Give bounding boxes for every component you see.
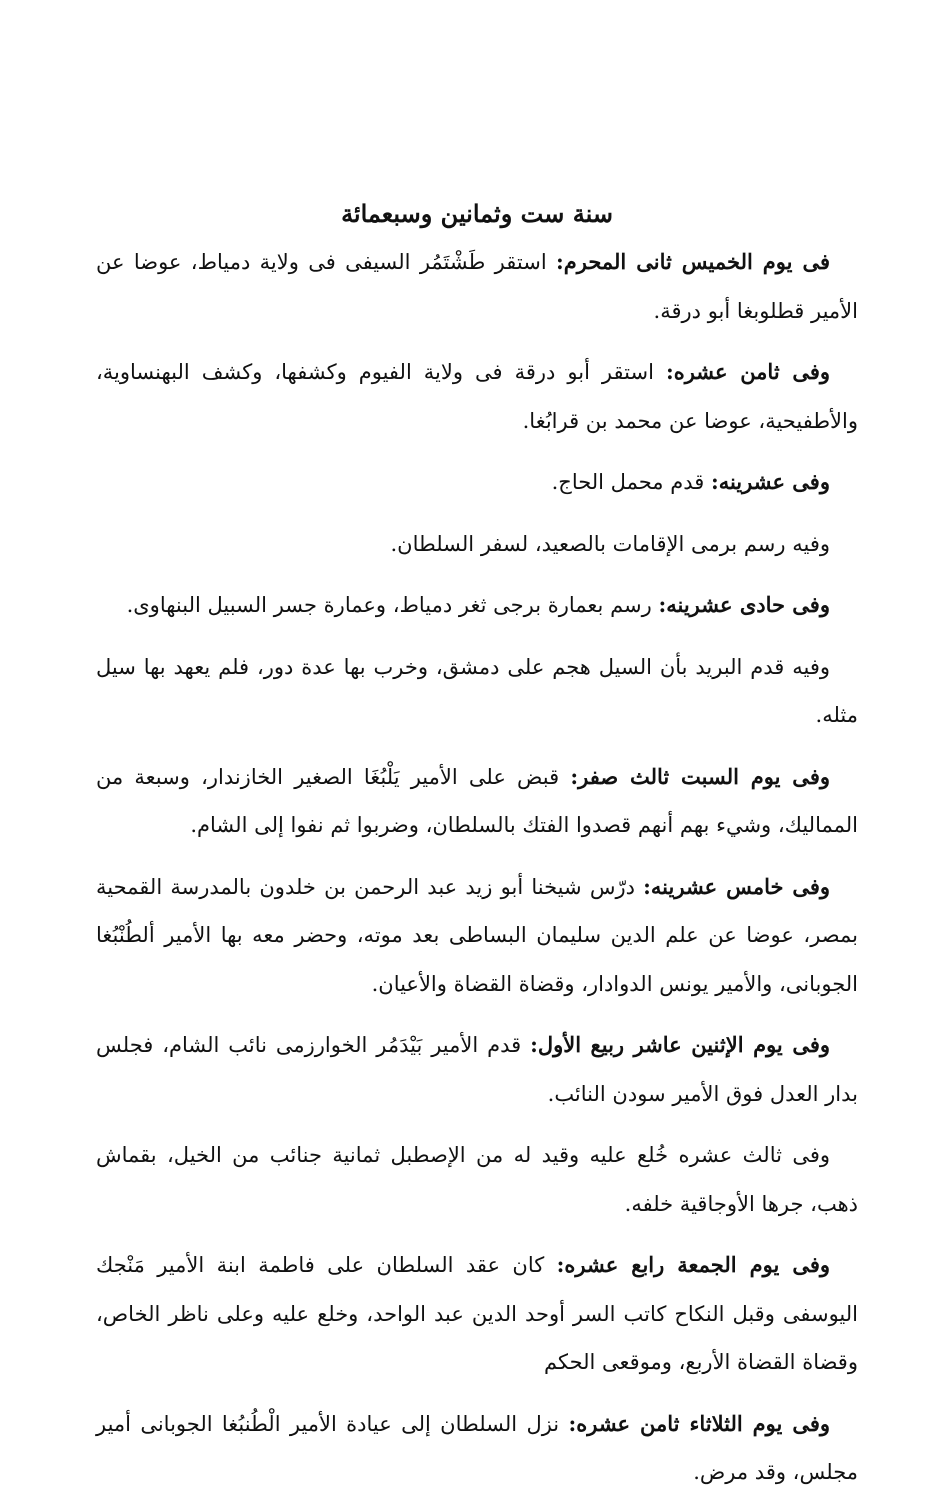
paragraph-text: رسم بعمارة برجى ثغر دمياط، وعمارة جسر السبيل البنهاوى.: [126, 593, 659, 617]
paragraph-lead: فى يوم الخميس ثانى المحرم:: [555, 249, 830, 274]
paragraph-lead: وفى ثامن عشره:: [665, 359, 831, 384]
paragraph-text: قدم محمل الحاج.: [551, 470, 711, 494]
paragraph-5: [96, 581, 858, 630]
paragraph-text: استقر طَشْتَمُر السيفى فى ولاية دمياط، عوضا عن الأمير قطلوبغا أبو درقة.: [96, 250, 858, 323]
paragraph-9: [96, 1021, 858, 1118]
paragraph-3: [96, 458, 858, 507]
paragraph-text: وفيه قدم البريد بأن السيل هجم على دمشق، وخرب بها عدة دور، فلم يعهد بها سيل مثله.: [96, 654, 858, 727]
paragraph-text: استقر أبو درقة فى ولاية الفيوم وكشفها، وكشف البهنساوية، والأطفيحية، عوضا عن محمد بن قرابُغا.: [96, 360, 858, 433]
paragraph-lead: وفى يوم الجمعة رابع عشره:: [556, 1252, 831, 1277]
paragraph-11: [96, 1241, 858, 1387]
paragraph-1: [96, 238, 858, 335]
paragraph-text: كان عقد السلطان على فاطمة ابنة الأمير مَنْجك اليوسفى وقبل النكاح كاتب السر أوحد الدين عبد الواحد، وخلع عليه وعلى ناظر الخاص، وقضاة القضاة الأربع، وموقعى الحكم: [96, 1253, 858, 1374]
paragraph-6: [96, 643, 858, 740]
paragraph-text: وفيه رسم برمى الإقامات بالصعيد، لسفر السلطان.: [390, 531, 830, 556]
paragraph-text: قدم الأمير بَيْدَمُر الخوارزمى نائب الشام، فجلس بدار العدل فوق الأمير سودن النائب.: [96, 1033, 858, 1106]
paragraph-7: [96, 753, 858, 850]
paragraph-lead: وفى يوم الإثنين عاشر ربيع الأول:: [530, 1032, 830, 1057]
paragraph-lead: وفى حادى عشرينه:: [658, 592, 830, 617]
paragraph-lead: وفى عشرينه:: [710, 469, 830, 494]
paragraph-10: [96, 1131, 858, 1228]
paragraph-12: [96, 1400, 858, 1497]
paragraph-text: درّس شيخنا أبو زيد عبد الرحمن بن خلدون بالمدرسة القمحية بمصر، عوضا عن علم الدين سليمان البساطى بعد موته، وحضر معه بها الأمير ألطُنْبُغا الجوبانى، والأمير يونس الدوادار، وقضاة القضاة والأعيان.: [96, 874, 858, 996]
page-title: سنة ست وثمانين وسبعمائة: [341, 199, 613, 228]
paragraph-lead: وفى يوم الثلاثاء ثامن عشره:: [568, 1410, 830, 1436]
paragraph-lead: وفى خامس عشرينه:: [643, 873, 831, 899]
paragraph-lead: وفى يوم السبت ثالث صفر:: [570, 763, 830, 789]
paragraph-2: [96, 348, 858, 445]
paragraph-text: قبض على الأمير يَلْبُغَا الصغير الخازندار، وسبعة من المماليك، وشيء بهم أنهم قصدوا الفتك بالسلطان، وضربوا ثم نفوا إلى الشام.: [96, 764, 858, 837]
paragraph-text: نزل السلطان إلى عيادة الأمير الْطُنبُغا الجوبانى أمير مجلس، وقد مرض.: [96, 1411, 858, 1484]
paragraph-8: [96, 863, 858, 1009]
paragraph-4: [96, 520, 858, 569]
paragraph-text: وفى ثالث عشره خُلع عليه وقيد له من الإصطبل ثمانية جنائب من الخيل، بقماش ذهب، جرها الأوجاقية خلفه.: [96, 1143, 858, 1216]
